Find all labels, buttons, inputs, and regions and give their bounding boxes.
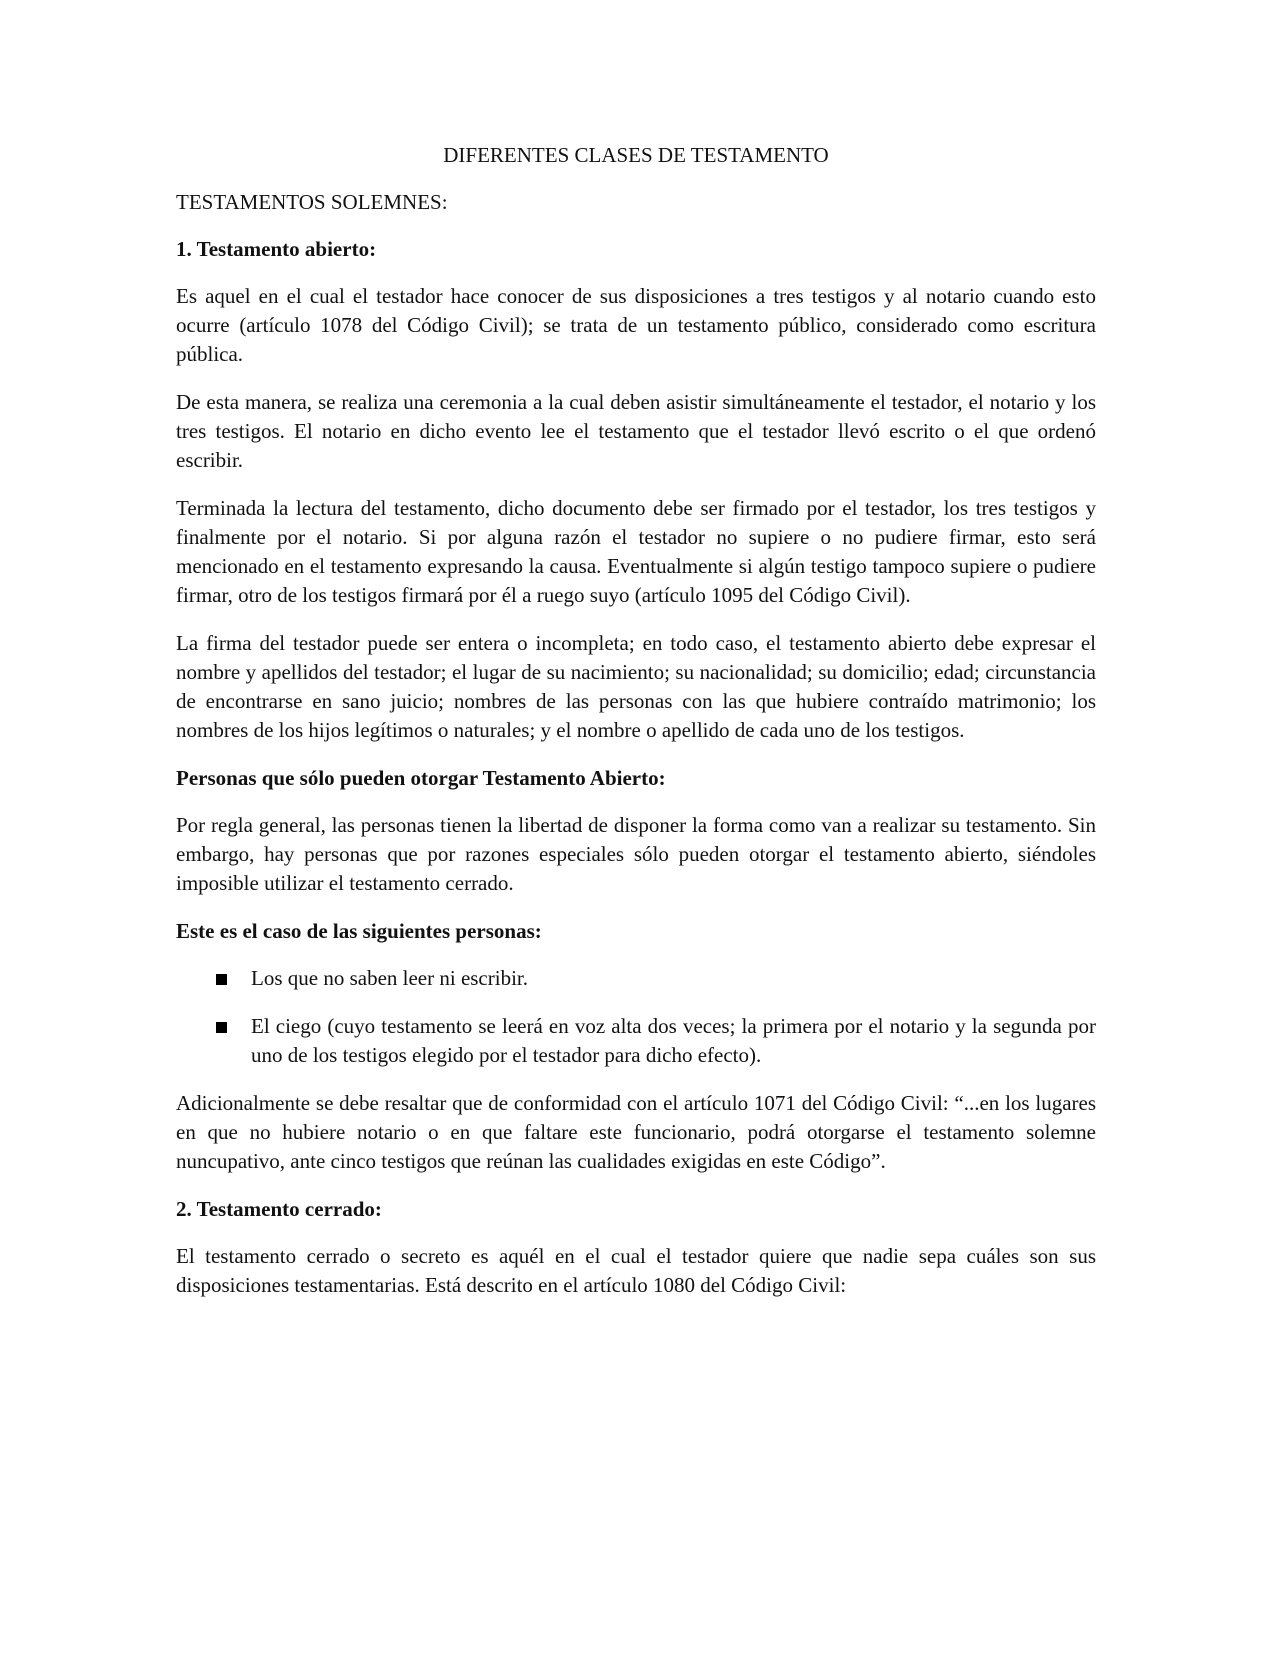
subheading-personas: Personas que sólo pueden otorgar Testamento Abierto: — [176, 766, 666, 790]
list-item-text: Los que no saben leer ni escribir. — [251, 966, 528, 990]
paragraph-3: Terminada la lectura del testamento, dicho documento debe ser firmado por el testador, los tres testigos y finalmente por el notario. Si por alguna razón el testador no supiere o no pudiere firmar, esto será mencionado en el testamento expresando la causa. Eventualmente si algún testigo tampoco supiere o pudiere firmar, otro de los testigos firmará por él a ruego suyo (artículo 1095 del Código Civil). — [176, 496, 1096, 607]
paragraph-2: De esta manera, se realiza una ceremonia a la cual deben asistir simultáneamente el testador, el notario y los tres testigos. El notario en dicho evento lee el testamento que el testador llevó escrito o el que ordenó escribir. — [176, 390, 1096, 472]
square-bullet-icon — [216, 974, 227, 985]
subheading-testamento-abierto: 1. Testamento abierto: — [176, 237, 377, 261]
paragraph-5: Por regla general, las personas tienen la libertad de disponer la forma como van a realizar su testamento. Sin embargo, hay personas que por razones especiales sólo pueden otorgar el testamento abierto, siéndoles imposible utilizar el testamento cerrado. — [176, 813, 1096, 895]
square-bullet-icon — [216, 1022, 227, 1033]
paragraph-7: El testamento cerrado o secreto es aquél en el cual el testador quiere que nadie sepa cuáles son sus disposiciones testamentarias. Está descrito en el artículo 1080 del Código Civil: — [176, 1244, 1096, 1297]
document-body — [176, 141, 1096, 1319]
subheading-caso: Este es el caso de las siguientes personas: — [176, 919, 542, 943]
list-item — [176, 964, 1096, 993]
list-item — [176, 1012, 1096, 1070]
list-item-text: El ciego (cuyo testamento se leerá en voz alta dos veces; la primera por el notario y la segunda por uno de los testigos elegido por el testador para dicho efecto). — [251, 1014, 1096, 1067]
subheading-testamento-cerrado: 2. Testamento cerrado: — [176, 1197, 382, 1221]
document-title: DIFERENTES CLASES DE TESTAMENTO — [443, 143, 829, 167]
paragraph-1: Es aquel en el cual el testador hace conocer de sus disposiciones a tres testigos y al notario cuando esto ocurre (artículo 1078 del Código Civil); se trata de un testamento público, considerado como escritura pública. — [176, 284, 1096, 366]
section-heading-solemnes: TESTAMENTOS SOLEMNES: — [176, 190, 448, 214]
paragraph-6: Adicionalmente se debe resaltar que de conformidad con el artículo 1071 del Código Civil: “...en los lugares en que no hubiere notario o en que faltare este funcionario, podrá otorgarse el testamento solemne nuncupativo, ante cinco testigos que reúnan las cualidades exigidas en este Código”. — [176, 1091, 1096, 1173]
bullet-list — [176, 964, 1096, 1070]
paragraph-4: La firma del testador puede ser entera o incompleta; en todo caso, el testamento abierto debe expresar el nombre y apellidos del testador; el lugar de su nacimiento; su nacionalidad; su domicilio; edad; circunstancia de encontrarse en sano juicio; nombres de las personas con las que hubiere contraído matrimonio; los nombres de los hijos legítimos o naturales; y el nombre o apellido de cada uno de los testigos. — [176, 631, 1096, 742]
